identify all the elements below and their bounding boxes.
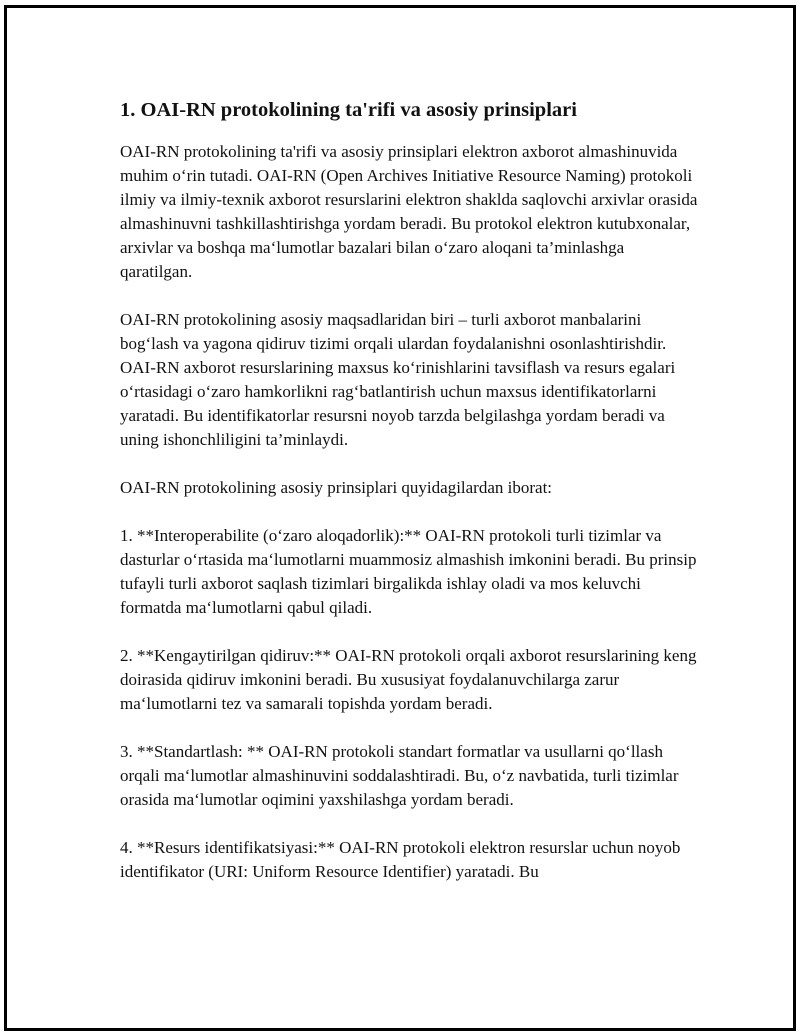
paragraph-purpose: OAI-RN protokolining asosiy maqsadlaridan biri – turli axborot manbalarini bog‘lash va yagona qidiruv tizimi orqali ulardan foydalanishni osonlashtirishdir. OAI-RN axborot resurslarining maxsus ko‘rinishlarini tavsiflash va resurs egalari o‘rtasidagi o‘zaro hamkorlikni rag‘batlantirish uchun maxsus identifikatorlarni yaratadi. Bu identifikatorlar resursni noyob tarzda belgilashga yordam beradi va uning ishonchliligini ta’minlaydi.: [120, 310, 676, 449]
document-body: [120, 96, 700, 908]
list-item-interoperability: 1. **Interoperabilite (o‘zaro aloqadorlik):** OAI-RN protokoli turli tizimlar va dasturlar o‘rtasida ma‘lumotlarni muammosiz almashish imkonini beradi. Bu prinsip tufayli turli axborot saqlash tizimlari birgalikda ishlay oladi va mos keluvchi formatda ma‘lumotlarni qabul qiladi.: [120, 526, 697, 617]
list-item-resource-identification: 4. **Resurs identifikatsiyasi:** OAI-RN protokoli elektron resurslar uchun noyob identifikator (URI: Uniform Resource Identifier) yaratadi. Bu: [120, 838, 681, 881]
document-page: [4, 5, 796, 1031]
paragraph-intro: OAI-RN protokolining ta'rifi va asosiy prinsiplari elektron axborot almashinuvida muhim o‘rin tutadi. OAI-RN (Open Archives Initiative Resource Naming) protokoli ilmiy va ilmiy-texnik axborot resurslarini elektron shaklda saqlovchi arxivlar orasida almashinuvni tashkillashtirishga yordam beradi. Bu protokol elektron kutubxonalar, arxivlar va boshqa ma‘lumotlar bazalari bilan o‘zaro aloqani ta’minlashga qaratilgan.: [120, 142, 698, 281]
paragraph-principles-lead: OAI-RN protokolining asosiy prinsiplari quyidagilardan iborat:: [120, 478, 553, 497]
list-item-extended-search: 2. **Kengaytirilgan qidiruv:** OAI-RN protokoli orqali axborot resurslarining keng doirasida qidiruv imkonini beradi. Bu xususiyat foydalanuvchilarga zarur ma‘lumotlarni tez va samarali topishda yordam beradi.: [120, 646, 697, 713]
list-item-standardization: 3. **Standartlash: ** OAI-RN protokoli standart formatlar va usullarni qo‘llash orqali ma‘lumotlar almashinuvini soddalashtiradi. Bu, o‘z navbatida, turli tizimlar orasida ma‘lumotlar oqimini yaxshilashga yordam beradi.: [120, 742, 679, 809]
section-heading: 1. OAI-RN protokolining ta'rifi va asosiy prinsiplari: [120, 99, 577, 121]
